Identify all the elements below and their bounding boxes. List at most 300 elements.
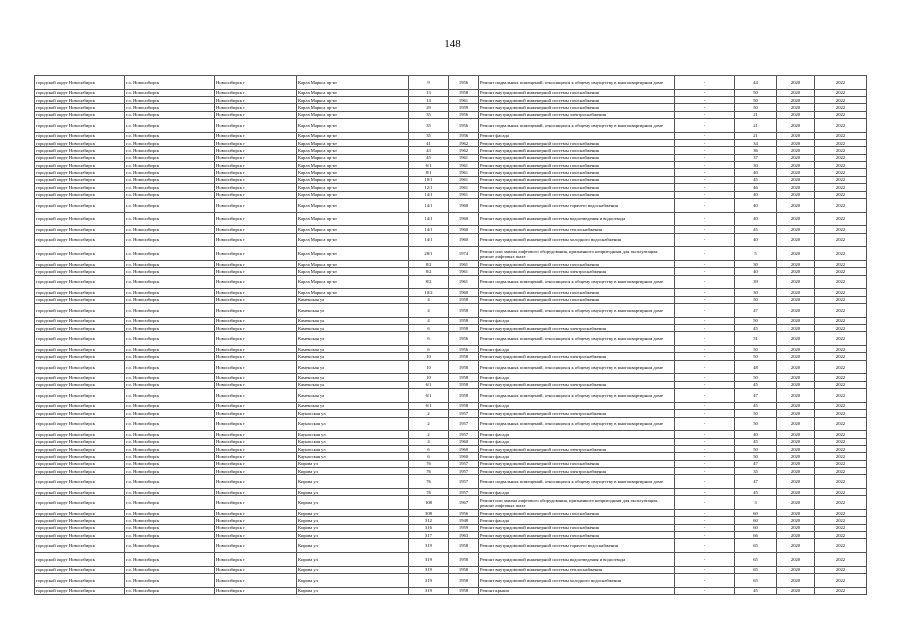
- end-year-cell: 2022: [815, 460, 867, 467]
- municipality-cell: городской округ Новосибирск: [35, 147, 125, 154]
- year-built-cell: 1957: [449, 475, 479, 489]
- table-row: [35, 198, 867, 212]
- value-cell: 47: [735, 304, 777, 318]
- cost-cell: -: [675, 524, 735, 531]
- house-cell: 319: [409, 574, 449, 588]
- table-row: [35, 289, 867, 296]
- district-cell: г.о. Новосибирск: [125, 325, 215, 332]
- municipality-cell: городской округ Новосибирск: [35, 389, 125, 403]
- year-built-cell: 1958: [449, 360, 479, 374]
- cost-cell: -: [675, 289, 735, 296]
- value-cell: 50: [735, 374, 777, 381]
- house-cell: 319: [409, 587, 449, 594]
- municipality-cell: городской округ Новосибирск: [35, 532, 125, 539]
- year-built-cell: 1960: [449, 198, 479, 212]
- year-built-cell: 1974: [449, 247, 479, 261]
- year-built-cell: 1958: [449, 317, 479, 324]
- street-cell: Кирова ул: [297, 532, 409, 539]
- work-type-cell: Ремонт внутридомовой инженерной системы газоснабжения: [479, 184, 675, 191]
- cost-cell: -: [675, 431, 735, 438]
- table-row: [35, 119, 867, 133]
- municipality-cell: городской округ Новосибирск: [35, 104, 125, 111]
- table-row: [35, 488, 867, 495]
- city-cell: Новосибирск г: [215, 233, 297, 247]
- year-built-cell: 1958: [449, 389, 479, 403]
- cost-cell: -: [675, 226, 735, 233]
- start-year-cell: 2020: [777, 132, 815, 139]
- street-cell: Каменская ул: [297, 325, 409, 332]
- street-cell: Карла Маркса пр-кт: [297, 260, 409, 267]
- start-year-cell: 2020: [777, 587, 815, 594]
- city-cell: Новосибирск г: [215, 304, 297, 318]
- house-cell: 76: [409, 467, 449, 474]
- table-row: [35, 389, 867, 403]
- year-built-cell: 1957: [449, 410, 479, 417]
- year-built-cell: 1958: [449, 325, 479, 332]
- district-cell: г.о. Новосибирск: [125, 260, 215, 267]
- value-cell: 45: [735, 325, 777, 332]
- house-cell: 6: [409, 325, 449, 332]
- district-cell: г.о. Новосибирск: [125, 226, 215, 233]
- street-cell: Кирова ул: [297, 566, 409, 573]
- table-row: [35, 97, 867, 104]
- table-row: [35, 524, 867, 531]
- house-cell: 76: [409, 460, 449, 467]
- municipality-cell: городской округ Новосибирск: [35, 198, 125, 212]
- work-type-cell: Ремонт внутридомовой инженерной системы газоснабжения: [479, 89, 675, 96]
- value-cell: 40: [735, 268, 777, 275]
- street-cell: Карла Маркса пр-кт: [297, 147, 409, 154]
- cost-cell: -: [675, 233, 735, 247]
- work-type-cell: Ремонт подвальных помещений, относящихся к общему имуществу в многоквартирном доме: [479, 275, 675, 289]
- house-cell: 35: [409, 119, 449, 133]
- street-cell: Карла Маркса пр-кт: [297, 76, 409, 90]
- table-row: [35, 381, 867, 388]
- table-row: [35, 154, 867, 161]
- house-cell: 6/1: [409, 389, 449, 403]
- work-type-cell: Ремонт внутридомовой инженерной системы электроснабжения: [479, 467, 675, 474]
- value-cell: 45: [735, 176, 777, 183]
- year-built-cell: 1958: [449, 402, 479, 409]
- city-cell: Новосибирск г: [215, 89, 297, 96]
- cost-cell: -: [675, 402, 735, 409]
- table-row: [35, 147, 867, 154]
- year-built-cell: 1962: [449, 147, 479, 154]
- year-built-cell: 1958: [449, 553, 479, 567]
- end-year-cell: 2022: [815, 553, 867, 567]
- end-year-cell: 2022: [815, 317, 867, 324]
- work-type-cell: Ремонт подвальных помещений, относящихся к общему имуществу в многоквартирном доме: [479, 76, 675, 90]
- work-type-cell: Ремонт фасада: [479, 374, 675, 381]
- city-cell: Новосибирск г: [215, 488, 297, 495]
- district-cell: г.о. Новосибирск: [125, 467, 215, 474]
- city-cell: Новосибирск г: [215, 346, 297, 353]
- work-type-cell: Ремонт крыши: [479, 587, 675, 594]
- city-cell: Новосибирск г: [215, 374, 297, 381]
- work-type-cell: Ремонт внутридомовой инженерной системы газоснабжения: [479, 169, 675, 176]
- table-row: [35, 566, 867, 573]
- table-row: [35, 184, 867, 191]
- work-type-cell: Ремонт подвальных помещений, относящихся к общему имуществу в многоквартирном доме: [479, 119, 675, 133]
- work-type-cell: Ремонт внутридомовой инженерной системы газоснабжения: [479, 296, 675, 303]
- work-type-cell: Ремонт внутридомовой инженерной системы холодного водоснабжения: [479, 233, 675, 247]
- house-cell: 76: [409, 475, 449, 489]
- municipality-cell: городской округ Новосибирск: [35, 119, 125, 133]
- work-type-cell: Ремонт внутридомовой инженерной системы электроснабжения: [479, 325, 675, 332]
- cost-cell: -: [675, 574, 735, 588]
- value-cell: 37: [735, 154, 777, 161]
- house-cell: 316: [409, 524, 449, 531]
- table-row: [35, 402, 867, 409]
- city-cell: Новосибирск г: [215, 467, 297, 474]
- value-cell: 34: [735, 140, 777, 147]
- start-year-cell: 2020: [777, 475, 815, 489]
- page-number: 148: [444, 38, 461, 50]
- value-cell: 40: [735, 191, 777, 198]
- municipality-cell: городской округ Новосибирск: [35, 509, 125, 516]
- municipality-cell: городской округ Новосибирск: [35, 475, 125, 489]
- district-cell: г.о. Новосибирск: [125, 389, 215, 403]
- house-cell: 8/2: [409, 260, 449, 267]
- end-year-cell: 2022: [815, 353, 867, 360]
- district-cell: г.о. Новосибирск: [125, 191, 215, 198]
- end-year-cell: 2022: [815, 574, 867, 588]
- street-cell: Кирова ул: [297, 496, 409, 510]
- cost-cell: -: [675, 488, 735, 495]
- street-cell: Карла Маркса пр-кт: [297, 226, 409, 233]
- start-year-cell: 2020: [777, 198, 815, 212]
- house-cell: 12/1: [409, 184, 449, 191]
- start-year-cell: 2020: [777, 524, 815, 531]
- value-cell: 36: [735, 147, 777, 154]
- year-built-cell: 1960: [449, 453, 479, 460]
- house-cell: 41: [409, 140, 449, 147]
- municipality-cell: городской округ Новосибирск: [35, 162, 125, 169]
- district-cell: г.о. Новосибирск: [125, 381, 215, 388]
- year-built-cell: 1958: [449, 296, 479, 303]
- start-year-cell: 2020: [777, 431, 815, 438]
- house-cell: 2: [409, 417, 449, 431]
- value-cell: 45: [735, 381, 777, 388]
- city-cell: Новосибирск г: [215, 212, 297, 226]
- value-cell: 50: [735, 353, 777, 360]
- municipality-cell: городской округ Новосибирск: [35, 176, 125, 183]
- table-row: [35, 453, 867, 460]
- year-built-cell: 1957: [449, 460, 479, 467]
- start-year-cell: 2020: [777, 453, 815, 460]
- table-row: [35, 460, 867, 467]
- cost-cell: -: [675, 275, 735, 289]
- street-cell: Кирова ул: [297, 460, 409, 467]
- end-year-cell: 2022: [815, 226, 867, 233]
- table-row: [35, 162, 867, 169]
- municipality-cell: городской округ Новосибирск: [35, 360, 125, 374]
- end-year-cell: 2022: [815, 233, 867, 247]
- value-cell: 21: [735, 132, 777, 139]
- start-year-cell: 2020: [777, 275, 815, 289]
- work-type-cell: Ремонт подвальных помещений, относящихся к общему имуществу в многоквартирном доме: [479, 417, 675, 431]
- start-year-cell: 2020: [777, 260, 815, 267]
- work-type-cell: Ремонт фасада: [479, 453, 675, 460]
- start-year-cell: 2020: [777, 360, 815, 374]
- cost-cell: -: [675, 410, 735, 417]
- municipality-cell: городской округ Новосибирск: [35, 268, 125, 275]
- table-row: [35, 317, 867, 324]
- work-type-cell: Ремонт подвальных помещений, относящихся к общему имуществу в многоквартирном доме: [479, 360, 675, 374]
- value-cell: 60: [735, 524, 777, 531]
- house-cell: 319: [409, 553, 449, 567]
- municipality-cell: городской округ Новосибирск: [35, 566, 125, 573]
- street-cell: Карла Маркса пр-кт: [297, 104, 409, 111]
- municipality-cell: городской округ Новосибирск: [35, 325, 125, 332]
- city-cell: Новосибирск г: [215, 104, 297, 111]
- municipality-cell: городской округ Новосибирск: [35, 169, 125, 176]
- year-built-cell: 1958: [449, 304, 479, 318]
- start-year-cell: 2020: [777, 346, 815, 353]
- district-cell: г.о. Новосибирск: [125, 475, 215, 489]
- start-year-cell: 2020: [777, 147, 815, 154]
- work-type-cell: Ремонт внутридомовой инженерной системы газоснабжения: [479, 524, 675, 531]
- street-cell: Каменская ул: [297, 304, 409, 318]
- start-year-cell: 2020: [777, 553, 815, 567]
- table-row: [35, 509, 867, 516]
- city-cell: Новосибирск г: [215, 111, 297, 118]
- start-year-cell: 2020: [777, 76, 815, 90]
- street-cell: Каменская ул: [297, 346, 409, 353]
- city-cell: Новосибирск г: [215, 332, 297, 346]
- value-cell: 65: [735, 553, 777, 567]
- year-built-cell: 1957: [449, 431, 479, 438]
- value-cell: 48: [735, 360, 777, 374]
- district-cell: г.о. Новосибирск: [125, 438, 215, 445]
- value-cell: 21: [735, 119, 777, 133]
- value-cell: 60: [735, 509, 777, 516]
- end-year-cell: 2022: [815, 212, 867, 226]
- work-type-cell: Ремонт внутридомовой инженерной системы газоснабжения: [479, 509, 675, 516]
- end-year-cell: 2022: [815, 162, 867, 169]
- year-built-cell: 1961: [449, 169, 479, 176]
- district-cell: г.о. Новосибирск: [125, 353, 215, 360]
- street-cell: Карла Маркса пр-кт: [297, 111, 409, 118]
- municipality-cell: городской округ Новосибирск: [35, 453, 125, 460]
- municipality-cell: городской округ Новосибирск: [35, 111, 125, 118]
- value-cell: 40: [735, 431, 777, 438]
- end-year-cell: 2022: [815, 132, 867, 139]
- work-type-cell: Ремонт внутридомовой инженерной системы электроснабжения: [479, 268, 675, 275]
- cost-cell: -: [675, 360, 735, 374]
- city-cell: Новосибирск г: [215, 268, 297, 275]
- start-year-cell: 2020: [777, 162, 815, 169]
- value-cell: 50: [735, 453, 777, 460]
- municipality-cell: городской округ Новосибирск: [35, 445, 125, 452]
- work-type-cell: Ремонт внутридомовой инженерной системы электроснабжения: [479, 353, 675, 360]
- work-type-cell: Ремонт фасада: [479, 438, 675, 445]
- value-cell: 65: [735, 574, 777, 588]
- value-cell: 50: [735, 296, 777, 303]
- start-year-cell: 2020: [777, 119, 815, 133]
- start-year-cell: 2020: [777, 438, 815, 445]
- cost-cell: -: [675, 566, 735, 573]
- municipality-cell: городской округ Новосибирск: [35, 539, 125, 553]
- value-cell: 60: [735, 517, 777, 524]
- district-cell: г.о. Новосибирск: [125, 539, 215, 553]
- value-cell: 40: [735, 169, 777, 176]
- municipality-cell: городской округ Новосибирск: [35, 381, 125, 388]
- house-cell: 4: [409, 296, 449, 303]
- street-cell: Карла Маркса пр-кт: [297, 212, 409, 226]
- district-cell: г.о. Новосибирск: [125, 111, 215, 118]
- year-built-cell: 1961: [449, 162, 479, 169]
- table-row: [35, 374, 867, 381]
- municipality-cell: городской округ Новосибирск: [35, 260, 125, 267]
- table-row: [35, 417, 867, 431]
- street-cell: Каунасская ул: [297, 453, 409, 460]
- work-type-cell: Ремонт фасада: [479, 132, 675, 139]
- work-type-cell: Ремонт или замена лифтового оборудования, признанного непригодным для эксплуатации, ремонт лифтовых шахт: [479, 247, 675, 261]
- year-built-cell: 1960: [449, 438, 479, 445]
- house-cell: 2: [409, 410, 449, 417]
- city-cell: Новосибирск г: [215, 410, 297, 417]
- city-cell: Новосибирск г: [215, 275, 297, 289]
- municipality-cell: городской округ Новосибирск: [35, 553, 125, 567]
- table-body: [35, 76, 867, 595]
- table-row: [35, 247, 867, 261]
- municipality-cell: городской округ Новосибирск: [35, 154, 125, 161]
- year-built-cell: 1958: [449, 587, 479, 594]
- district-cell: г.о. Новосибирск: [125, 587, 215, 594]
- value-cell: 65: [735, 539, 777, 553]
- street-cell: Карла Маркса пр-кт: [297, 289, 409, 296]
- year-built-cell: 1958: [449, 381, 479, 388]
- year-built-cell: 1956: [449, 111, 479, 118]
- value-cell: 47: [735, 389, 777, 403]
- city-cell: Новосибирск г: [215, 119, 297, 133]
- work-type-cell: Ремонт фасада: [479, 317, 675, 324]
- end-year-cell: 2022: [815, 140, 867, 147]
- street-cell: Карла Маркса пр-кт: [297, 140, 409, 147]
- work-type-cell: Ремонт внутридомовой инженерной системы газоснабжения: [479, 147, 675, 154]
- district-cell: г.о. Новосибирск: [125, 132, 215, 139]
- start-year-cell: 2020: [777, 268, 815, 275]
- year-built-cell: 1958: [449, 539, 479, 553]
- cost-cell: -: [675, 154, 735, 161]
- year-built-cell: 1961: [449, 176, 479, 183]
- district-cell: г.о. Новосибирск: [125, 460, 215, 467]
- work-type-cell: Ремонт внутридомовой инженерной системы электроснабжения: [479, 410, 675, 417]
- district-cell: г.о. Новосибирск: [125, 154, 215, 161]
- table-row: [35, 296, 867, 303]
- start-year-cell: 2020: [777, 169, 815, 176]
- end-year-cell: 2022: [815, 431, 867, 438]
- year-built-cell: 1956: [449, 119, 479, 133]
- city-cell: Новосибирск г: [215, 587, 297, 594]
- municipality-cell: городской округ Новосибирск: [35, 247, 125, 261]
- end-year-cell: 2022: [815, 275, 867, 289]
- house-cell: 2: [409, 431, 449, 438]
- house-cell: 10: [409, 360, 449, 374]
- end-year-cell: 2022: [815, 191, 867, 198]
- end-year-cell: 2022: [815, 346, 867, 353]
- value-cell: 21: [735, 111, 777, 118]
- table-row: [35, 304, 867, 318]
- cost-cell: -: [675, 169, 735, 176]
- year-built-cell: 1958: [449, 566, 479, 573]
- end-year-cell: 2022: [815, 467, 867, 474]
- street-cell: Карла Маркса пр-кт: [297, 275, 409, 289]
- municipality-cell: городской округ Новосибирск: [35, 438, 125, 445]
- house-cell: 10: [409, 353, 449, 360]
- municipality-cell: городской округ Новосибирск: [35, 275, 125, 289]
- start-year-cell: 2020: [777, 532, 815, 539]
- district-cell: г.о. Новосибирск: [125, 289, 215, 296]
- street-cell: Кирова ул: [297, 475, 409, 489]
- capital-repair-table: [34, 75, 867, 595]
- city-cell: Новосибирск г: [215, 176, 297, 183]
- house-cell: 28/1: [409, 247, 449, 261]
- cost-cell: -: [675, 509, 735, 516]
- cost-cell: -: [675, 374, 735, 381]
- work-type-cell: Ремонт внутридомовой инженерной системы газоснабжения: [479, 289, 675, 296]
- cost-cell: -: [675, 438, 735, 445]
- start-year-cell: 2020: [777, 410, 815, 417]
- value-cell: 46: [735, 184, 777, 191]
- table-row: [35, 587, 867, 594]
- cost-cell: -: [675, 76, 735, 90]
- house-cell: 317: [409, 532, 449, 539]
- district-cell: г.о. Новосибирск: [125, 566, 215, 573]
- street-cell: Карла Маркса пр-кт: [297, 97, 409, 104]
- start-year-cell: 2020: [777, 233, 815, 247]
- municipality-cell: городской округ Новосибирск: [35, 374, 125, 381]
- house-cell: 6: [409, 332, 449, 346]
- house-cell: 8/2: [409, 268, 449, 275]
- year-built-cell: 1958: [449, 374, 479, 381]
- value-cell: 45: [735, 587, 777, 594]
- end-year-cell: 2022: [815, 360, 867, 374]
- start-year-cell: 2020: [777, 317, 815, 324]
- end-year-cell: 2022: [815, 445, 867, 452]
- end-year-cell: 2022: [815, 268, 867, 275]
- house-cell: 29: [409, 104, 449, 111]
- district-cell: г.о. Новосибирск: [125, 140, 215, 147]
- table-row: [35, 76, 867, 90]
- end-year-cell: 2022: [815, 402, 867, 409]
- house-cell: 9: [409, 76, 449, 90]
- district-cell: г.о. Новосибирск: [125, 374, 215, 381]
- district-cell: г.о. Новосибирск: [125, 431, 215, 438]
- year-built-cell: 1961: [449, 97, 479, 104]
- cost-cell: -: [675, 553, 735, 567]
- district-cell: г.о. Новосибирск: [125, 517, 215, 524]
- street-cell: Карла Маркса пр-кт: [297, 268, 409, 275]
- work-type-cell: Ремонт подвальных помещений, относящихся к общему имуществу в многоквартирном доме: [479, 332, 675, 346]
- cost-cell: -: [675, 198, 735, 212]
- end-year-cell: 2022: [815, 539, 867, 553]
- table-row: [35, 332, 867, 346]
- city-cell: Новосибирск г: [215, 389, 297, 403]
- cost-cell: -: [675, 453, 735, 460]
- city-cell: Новосибирск г: [215, 539, 297, 553]
- start-year-cell: 2020: [777, 445, 815, 452]
- street-cell: Каменская ул: [297, 389, 409, 403]
- district-cell: г.о. Новосибирск: [125, 402, 215, 409]
- cost-cell: -: [675, 97, 735, 104]
- value-cell: 51: [735, 332, 777, 346]
- value-cell: 40: [735, 233, 777, 247]
- municipality-cell: городской округ Новосибирск: [35, 410, 125, 417]
- cost-cell: -: [675, 332, 735, 346]
- house-cell: 312: [409, 517, 449, 524]
